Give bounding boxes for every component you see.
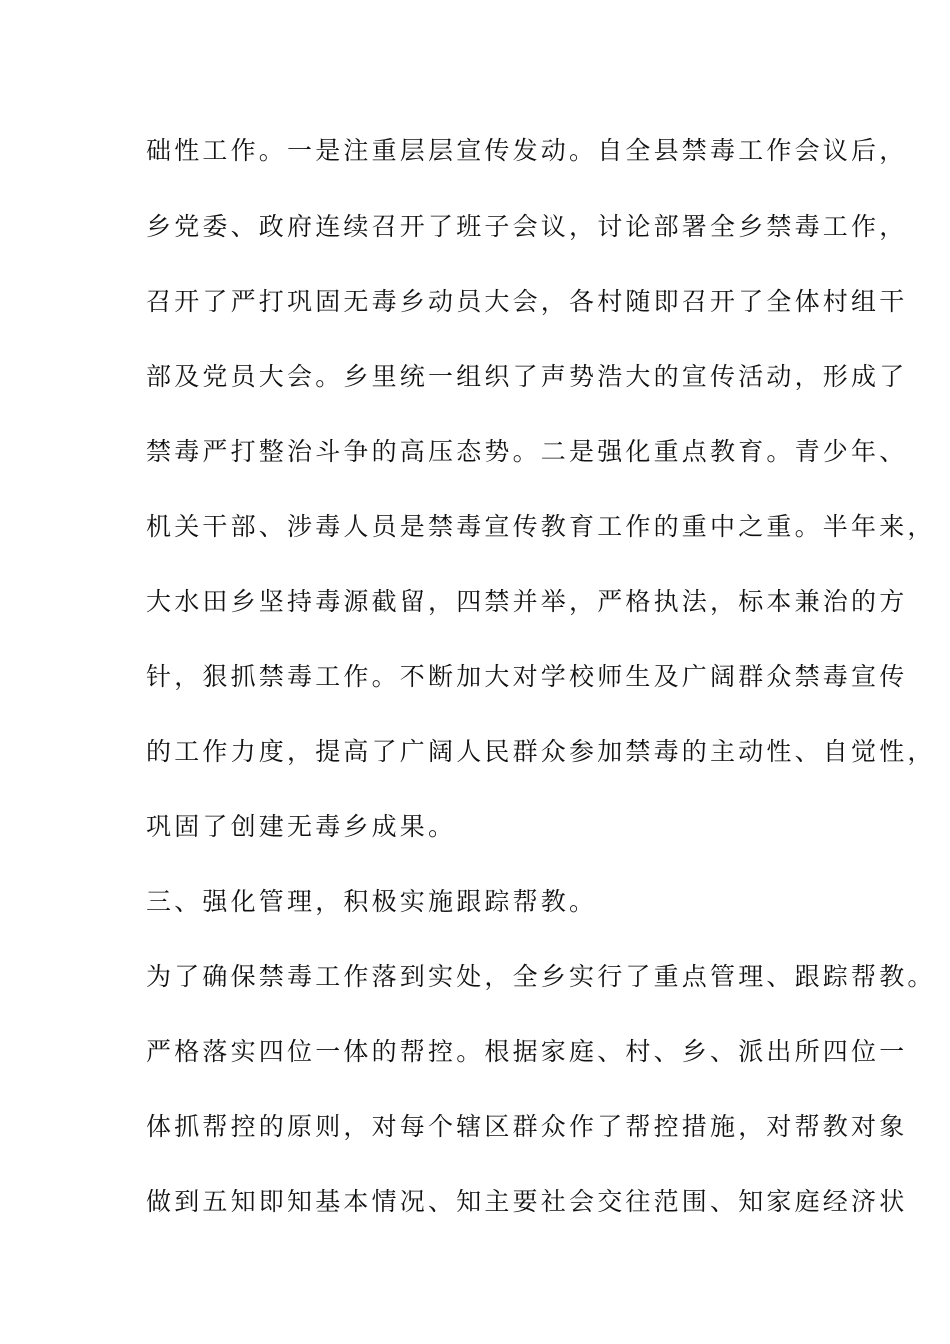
- text-line-13: 严格落实四位一体的帮控。根据家庭、村、乡、派出所四位一: [146, 1037, 908, 1066]
- text-line-5: 禁毒严打整治斗争的高压态势。二是强化重点教育。青少年、: [146, 437, 908, 466]
- text-line-14: 体抓帮控的原则，对每个辖区群众作了帮控措施，对帮教对象: [146, 1112, 908, 1141]
- text-line-2: 乡党委、政府连续召开了班子会议，讨论部署全乡禁毒工作，: [146, 212, 908, 241]
- section-heading: 三、强化管理，积极实施跟踪帮教。: [146, 887, 598, 916]
- text-line-1: 础性工作。一是注重层层宣传发动。自全县禁毒工作会议后，: [146, 136, 908, 165]
- text-line-3: 召开了严打巩固无毒乡动员大会，各村随即召开了全体村组干: [146, 287, 908, 316]
- text-line-15: 做到五知即知基本情况、知主要社会交往范围、知家庭经济状: [146, 1187, 908, 1216]
- text-line-6: 机关干部、涉毒人员是禁毒宣传教育工作的重中之重。半年来，: [146, 512, 936, 541]
- text-line-10: 巩固了创建无毒乡成果。: [146, 812, 457, 841]
- text-line-9: 的工作力度，提高了广阔人民群众参加禁毒的主动性、自觉性，: [146, 737, 936, 766]
- text-line-12: 为了确保禁毒工作落到实处，全乡实行了重点管理、跟踪帮教。: [146, 962, 936, 991]
- text-line-4: 部及党员大会。乡里统一组织了声势浩大的宣传活动，形成了: [146, 362, 908, 391]
- text-line-8: 针，狠抓禁毒工作。不断加大对学校师生及广阔群众禁毒宣传: [146, 662, 908, 691]
- text-line-7: 大水田乡坚持毒源截留，四禁并举，严格执法，标本兼治的方: [146, 587, 908, 616]
